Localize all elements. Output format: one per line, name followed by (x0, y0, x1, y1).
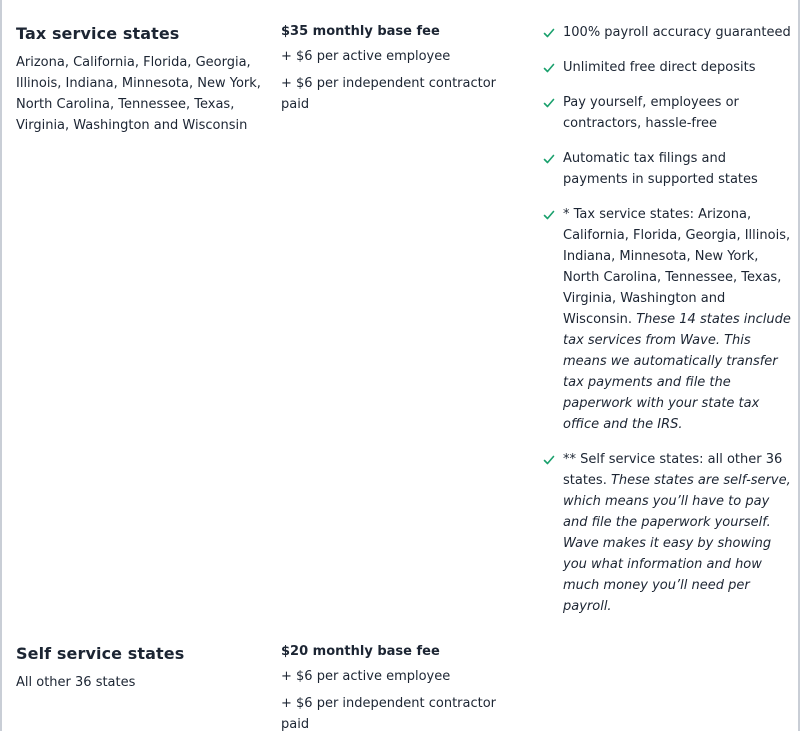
feature-text: Unlimited free direct deposits (563, 60, 756, 75)
base-fee: $35 monthly base fee (281, 24, 440, 39)
base-fee: $20 monthly base fee (281, 644, 440, 659)
check-icon (543, 209, 555, 221)
fee-item-employee: + $6 per active employee (281, 669, 451, 684)
check-icon (543, 62, 555, 74)
check-icon (543, 27, 555, 39)
feature-text: ** Self service states: all other 36 states. (563, 452, 783, 488)
plan-states-list: Arizona, California, Florida, Georgia, Illinois, Indiana, Minnesota, New York, North Carolina, Tennessee, Texas, Virginia, Washington and Wisconsin (16, 55, 261, 133)
plan-pricing-column (281, 642, 501, 741)
check-icon (543, 97, 555, 109)
fee-item-contractor: + $6 per independent contractor paid (281, 76, 497, 112)
feature-list (543, 22, 793, 631)
plan-name-column (16, 642, 266, 693)
feature-item (543, 22, 793, 43)
plan-title: Self service states (16, 644, 185, 663)
feature-note: These 14 states include tax services from Wave. This means we automatically transfer tax payments and file the paperwork with your state tax office and the IRS. (563, 312, 791, 432)
feature-text: Automatic tax filings and payments in supported states (563, 151, 758, 187)
plan-pricing-column (281, 22, 501, 121)
feature-item (543, 148, 793, 190)
plan-states-list: All other 36 states (16, 675, 136, 690)
feature-text: 100% payroll accuracy guaranteed (563, 25, 791, 40)
feature-item-tax-states-note (543, 204, 793, 435)
feature-note: These states are self-serve, which means you’ll have to pay and file the paperwork yourself. Wave makes it easy by showing you what information and how much money you’ll need per payroll. (563, 473, 791, 614)
feature-text: * Tax service states: Arizona, California, Florida, Georgia, Illinois, Indiana, Minnesota, New York, North Carolina, Tennessee, Texas, Virginia, Washington and Wisconsin. (563, 207, 791, 327)
feature-item (543, 92, 793, 134)
plan-title: Tax service states (16, 24, 180, 43)
feature-text: Pay yourself, employees or contractors, hassle-free (563, 95, 739, 131)
fee-item-contractor: + $6 per independent contractor paid (281, 696, 497, 732)
feature-item-self-states-note (543, 449, 793, 617)
plan-name-column (16, 22, 266, 136)
fee-item-employee: + $6 per active employee (281, 49, 451, 64)
check-icon (543, 454, 555, 466)
feature-item (543, 57, 793, 78)
check-icon (543, 153, 555, 165)
left-border (0, 0, 2, 731)
